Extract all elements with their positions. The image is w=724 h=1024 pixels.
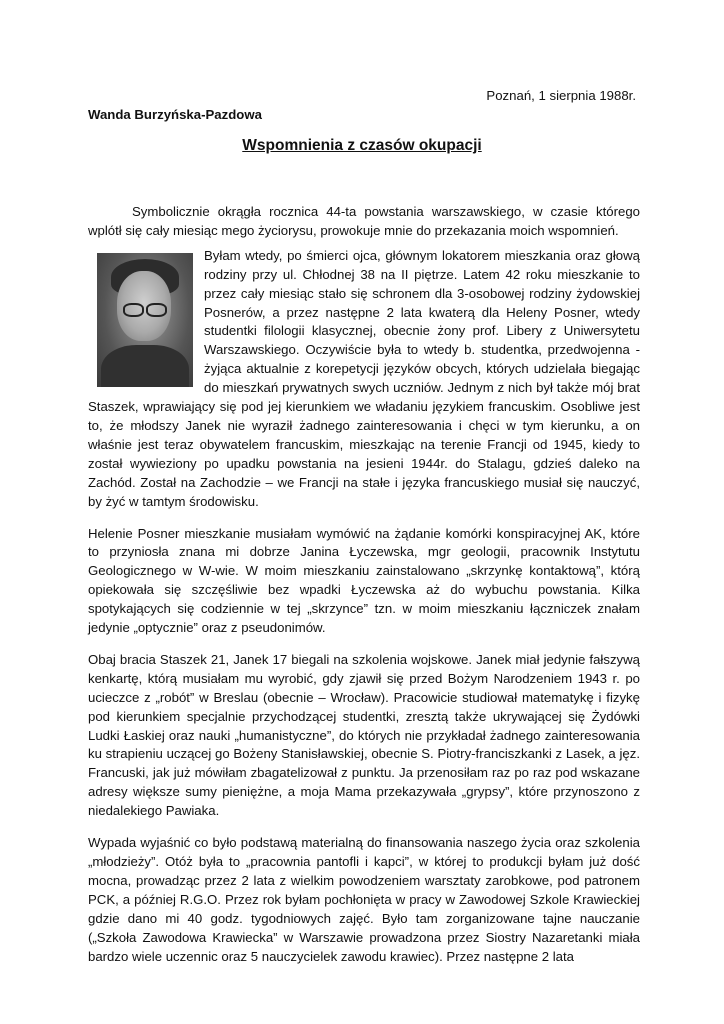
portrait-photo — [97, 253, 193, 387]
document-body — [88, 203, 640, 979]
document-title: Wspomnienia z czasów okupacji — [242, 137, 482, 154]
paragraph-brothers: Obaj bracia Staszek 21, Janek 17 biegali na szkolenia wojskowe. Janek miał jedynie fałszywą kenkartę, którą musiałam mu wyrobić, gdy zjawił się przed Bożym Narodzeniem 1943 r. po ucieczce z „robót” w Breslau (obecnie – Wrocław). Pracowicie studiował matematykę i fizykę pod kierunkiem specjalnie przychodzącej studentki, zresztą także ukrywającej się Żydówki Ludki Łaskiej oraz nauki „humanistyczne”, do których nie przykładał żadnego zainteresowania ku strapieniu uczącej go Bożeny Stanisławskiej, obecnie S. Piotry-franciszkanki z Lasek, a jęz. Francuski, jak już mówiłam zbagatelizował z punktu. Ja przenosiłam raz po raz pod wskazane adresy większe sumy pieniężne, a moja Mama przekazywała „grypsy”, które przynoszono z niedalekiego Pawiaka. — [88, 651, 640, 819]
paragraph-finances: Wypada wyjaśnić co było podstawą materialną do finansowania naszego życia oraz szkolenia „młodzieży”. Otóż była to „pracownia pantofli i kapci”, w której to produkcji byłam już dość mocna, prowadząc przez 2 lata z wielkim powodzeniem warsztaty zarobkowe, pod patronem PCK, a później R.G.O. Przez rok byłam pochłonięta w pracy w Zawodowej Szkole Krawieckiej gdzie dano mi 40 godz. tygodniowych zajęć. Było tam zorganizowane tajne nauczanie („Szkoła Zawodowa Krawiecka” w Warszawie prowadzona przez Siostry Nazaretanki miała bardzo wiele uczennic oraz 5 nauczycielek zawodu krawiec). Przez następne 2 lata — [88, 835, 640, 964]
paragraph-apartment: Byłam wtedy, po śmierci ojca, głównym lokatorem mieszkania oraz głową rodziny przy ul. Chłodnej 38 na II piętrze. Latem 42 roku mieszkanie to przez cały miesiąc stało się schronem dla 3-osobowej rodziny żydowskiej Posnerów, a przez następne 2 lata kwaterą dla Heleny Posner, wtedy studentki filologii klasycznej, obecnie żony prof. Libery z Uniwersytetu Warszawskiego. Oczywiście była to wtedy b. studentka, przedwojenna - żyjąca aktualnie z korepetycji języków obcych, których udzielała biegając do mieszkań prywatnych swych uczniów. Jednym z nich był także mój brat Staszek, wprawiający się pod jej kierunkiem we władaniu językiem francuskim. Osobliwe jest to, że młodszy Janek nie wyraził żadnego zainteresowania i chęci w tym kierunku, a on właśnie jest teraz obywatelem francuskim, mieszkając na terenie Francji od 1945, kiedy to został wywieziony po upadku powstania na jesieni 1944r. do Stalagu, gdzieś daleko na Zachód. Został na Zachodzie – we Francji na stałe i języka francuskiego musiał się nauczyć, by żyć w tamtym środowisku. — [88, 247, 640, 509]
author-name: Wanda Burzyńska-Pazdowa — [88, 107, 262, 122]
paragraph-contact-box: Helenie Posner mieszkanie musiałam wymówić na żądanie komórki konspiracyjnej AK, które to przyniosła znana mi dobrze Janina Łyczewska, mgr geologii, pracownik Instytutu Geologicznego w W-wie. W moim mieszkaniu zainstalowano „skrzynkę kontaktową”, którą opiekowała się szczęśliwie bez wpadki Łyczewska aż do wybuchu powstania. Kilka spotykających się codziennie w tej „skrzynce” tzn. w moim mieszkaniu łączniczek znałam jedynie „optycznie” oraz z pseudonimów. — [88, 525, 640, 636]
paragraph-intro: Symbolicznie okrągła rocznica 44-ta powstania warszawskiego, w czasie którego wplótł się cały miesiąc mego życiorysu, prowokuje mnie do przekazania moich wspomnień. — [88, 204, 640, 238]
place-date: Poznań, 1 sierpnia 1988r. — [486, 88, 636, 103]
